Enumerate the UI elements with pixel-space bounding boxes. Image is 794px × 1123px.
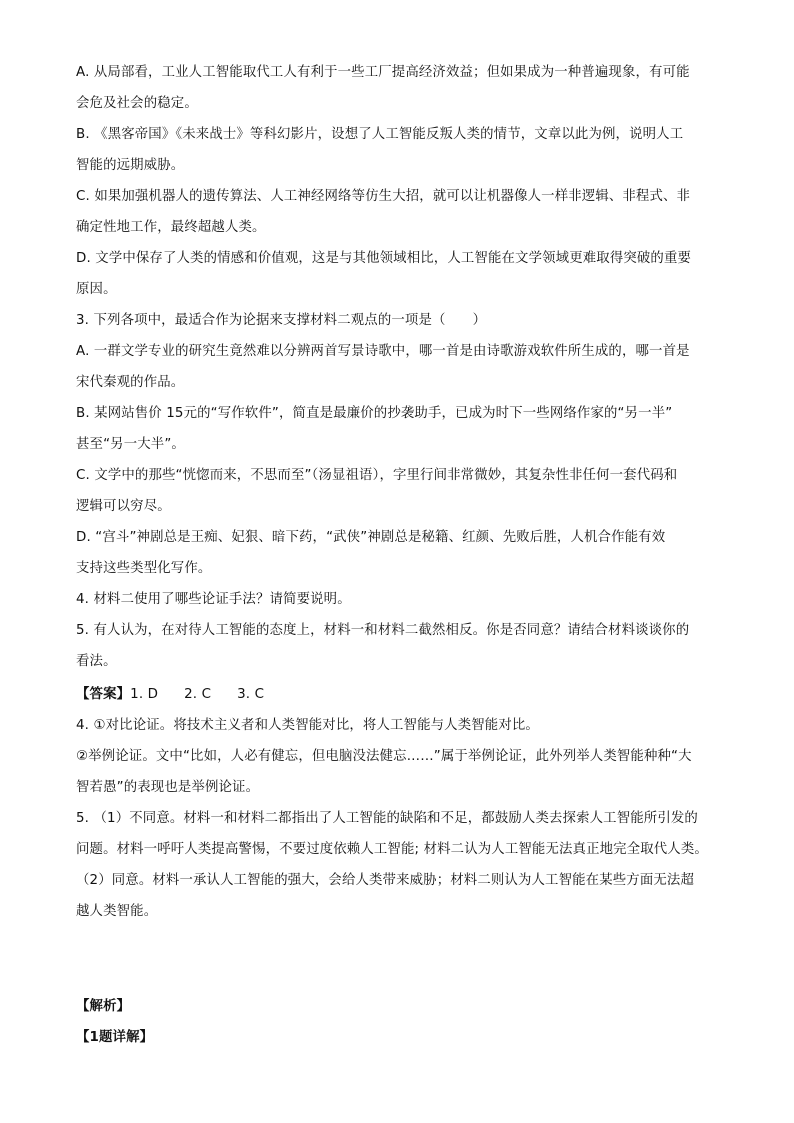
answer-5-line4: 越人类智能。 [76, 904, 158, 919]
q3-option-b-line1: B. 某网站售价 15元的“写作软件”，简直是最廉价的抄袭助手，已成为时下一些网络作家的“另一半” [76, 406, 673, 421]
option-a-line2: 会危及社会的稳定。 [76, 96, 198, 111]
question-4-stem: 4. 材料二使用了哪些论证手法？请简要说明。 [76, 592, 351, 607]
answer-1: 1. D [130, 687, 159, 702]
q3-option-a-line1: A. 一群文学专业的研究生竟然难以分辨两首写景诗歌中，哪一首是由诗歌游戏软件所生成的，哪一首是 [76, 344, 690, 359]
answer-5-line1: 5. （1）不同意。材料一和材料二都指出了人工智能的缺陷和不足，都鼓励人类去探索人工智能所引发的 [76, 811, 698, 826]
option-b-line1: B. 《黑客帝国》《未来战士》等科幻影片，设想了人工智能反叛人类的情节，文章以此为例，说明人工 [76, 127, 684, 142]
q3-option-d-line1: D. “宫斗”神剧总是王痴、妃狠、暗下药，“武侠”神剧总是秘籍、红颜、先败后胜，人机合作能有效 [76, 530, 666, 545]
option-c-line1: C. 如果加强机器人的遗传算法、人工神经网络等仿生大招，就可以让机器像人一样非逻辑、非程式、非 [76, 189, 691, 204]
q3-option-a-line2: 宋代秦观的作品。 [76, 375, 185, 390]
answer-4-line1: 4. ①对比论证。将技术主义者和人类智能对比，将人工智能与人类智能对比。 [76, 718, 539, 733]
q3-option-c-line1: C. 文学中的那些“恍惚而来，不思而至”（汤显祖语），字里行间非常微妙，其复杂性非任何一套代码和 [76, 468, 678, 483]
answer-4-line2: ②举例论证。文中“比如，人必有健忘，但电脑没法健忘……”属于举例论证，此外列举人类智能种种“大 [76, 749, 692, 764]
option-c-line2: 确定性地工作，最终超越人类。 [76, 220, 266, 235]
q3-option-b-line2: 甚至“另一大半”。 [76, 437, 185, 452]
answer-2: 2. C [184, 687, 212, 702]
detail-label: 【1题详解】 [76, 1030, 154, 1045]
option-b-line2: 智能的远期威胁。 [76, 158, 185, 173]
option-a-line1: A. 从局部看，工业人工智能取代工人有利于一些工厂提高经济效益；但如果成为一种普遍现象，有可能 [76, 65, 690, 80]
q3-option-c-line2: 逻辑可以穷尽。 [76, 499, 171, 514]
option-d-line1: D. 文学中保存了人类的情感和价值观，这是与其他领域相比，人工智能在文学领域更难取得突破的重要 [76, 251, 692, 266]
q3-option-d-line2: 支持这些类型化写作。 [76, 561, 212, 576]
question-3-stem: 3. 下列各项中，最适合作为论据来支撑材料二观点的一项是（ ） [76, 313, 487, 328]
answer-3: 3. C [237, 687, 265, 702]
option-d-line2: 原因。 [76, 282, 117, 297]
answer-4-line3: 智若愚”的表现也是举例论证。 [76, 780, 260, 795]
question-5-line1: 5. 有人认为，在对待人工智能的态度上，材料一和材料二截然相反。你是否同意？请结合材料谈谈你的 [76, 623, 690, 638]
question-5-line2: 看法。 [76, 654, 117, 669]
answer-row [76, 686, 264, 704]
analysis-label: 【解析】 [76, 999, 131, 1014]
answer-5-line3: （2）同意。材料一承认人工智能的强大，会给人类带来威胁；材料二则认为人工智能在某些方面无法超 [76, 873, 694, 888]
answer-5-line2: 问题。材料一呼吁人类提高警惕，不要过度依赖人工智能; 材料二认为人工智能无法真正地完全取代人类。 [76, 842, 708, 857]
answer-label: 【答案】 [76, 687, 131, 702]
